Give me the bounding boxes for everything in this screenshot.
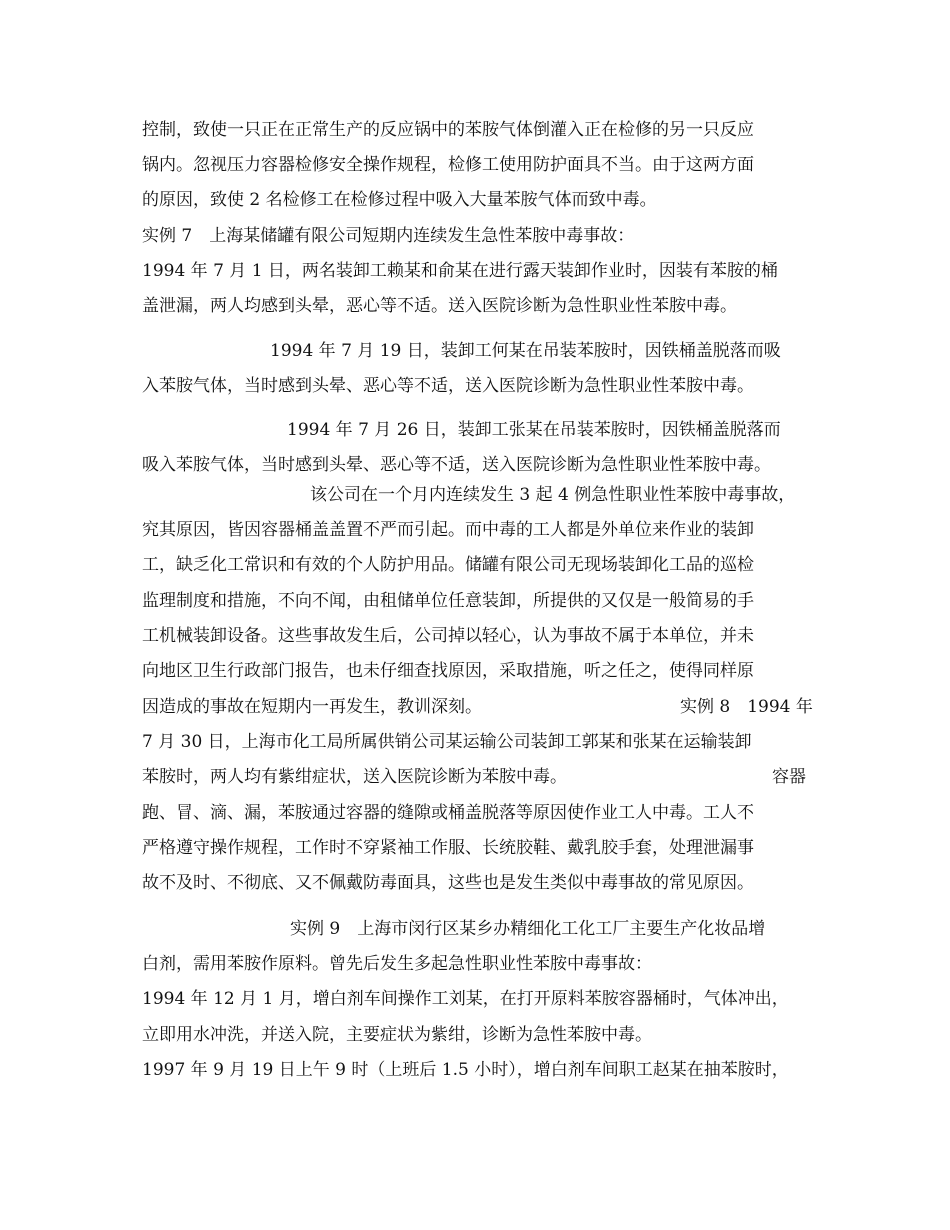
body-text-line: 严格遵守操作规程，工作时不穿紧袖工作服、长统胶鞋、戴乳胶手套，处理泄漏事 <box>142 838 754 858</box>
body-text-line: 向地区卫生行政部门报告，也未仔细查找原因，采取措施，听之任之，使得同样原 <box>142 661 754 681</box>
section-heading-example-7: 实例 7 上海某储罐有限公司短期内连续发生急性苯胺中毒事故： <box>142 226 635 246</box>
body-text-line: 究其原因，皆因容器桶盖盖置不严而引起。而中毒的工人都是外单位来作业的装卸 <box>142 520 754 540</box>
body-text-line: 1994 年 7 月 19 日，装卸工何某在吊装苯胺时，因铁桶盖脱落而吸 <box>270 341 781 361</box>
body-text-line: 的原因，致使 2 名检修工在检修过程中吸入大量苯胺气体而致中毒。 <box>142 190 657 210</box>
body-text-line: 控制，致使一只正在正常生产的反应锅中的苯胺气体倒灌入正在检修的另一只反应 <box>142 120 754 140</box>
body-text-line: 故不及时、不彻底、又不佩戴防毒面具，这些也是发生类似中毒事故的常见原因。 <box>142 873 754 893</box>
body-text-line: 该公司在一个月内连续发生 3 起 4 例急性职业性苯胺中毒事故， <box>310 485 796 505</box>
body-text-line: 白剂，需用苯胺作原料。曾先后发生多起急性职业性苯胺中毒事故： <box>142 954 652 974</box>
body-text-line: 吸入苯胺气体，当时感到头晕、恶心等不适，送入医院诊断为急性职业性苯胺中毒。 <box>142 455 771 475</box>
section-heading-example-9: 实例 9 上海市闵行区某乡办精细化工化工厂主要生产化妆品增 <box>290 919 766 939</box>
body-text-line: 盖泄漏，两人均感到头晕，恶心等不适。送入医院诊断为急性职业性苯胺中毒。 <box>142 296 737 316</box>
body-text-line: 1994 年 7 月 26 日，装卸工张某在吊装苯胺时，因铁桶盖脱落而 <box>287 420 781 440</box>
body-text-line: 因造成的事故在短期内一再发生，教训深刻。 <box>142 697 482 717</box>
body-text-line: 容器 <box>772 767 806 787</box>
body-text-line: 1994 年 7 月 1 日，两名装卸工赖某和俞某在进行露天装卸作业时，因装有苯胺的桶 <box>142 261 778 281</box>
section-heading-example-8: 实例 8 1994 年 <box>680 697 813 717</box>
body-text-line: 监理制度和措施，不向不闻，由租储单位任意装卸，所提供的又仅是一般简易的手 <box>142 591 754 611</box>
body-text-line: 工，缺乏化工常识和有效的个人防护用品。储罐有限公司无现场装卸化工品的巡检 <box>142 555 754 575</box>
body-text-line: 苯胺时，两人均有紫绀症状，送入医院诊断为苯胺中毒。 <box>142 767 567 787</box>
body-text-line: 1994 年 12 月 1 月，增白剂车间操作工刘某，在打开原料苯胺容器桶时，气体冲出， <box>142 989 789 1009</box>
body-text-line: 入苯胺气体，当时感到头晕、恶心等不适，送入医院诊断为急性职业性苯胺中毒。 <box>142 376 754 396</box>
body-text-line: 工机械装卸设备。这些事故发生后，公司掉以轻心，认为事故不属于本单位，并未 <box>142 626 754 646</box>
body-text-line: 跑、冒、滴、漏，苯胺通过容器的缝隙或桶盖脱落等原因使作业工人中毒。工人不 <box>142 803 754 823</box>
body-text-line: 1997 年 9 月 19 日上午 9 时（上班后 1.5 小时），增白剂车间职工赵某在抽苯胺时， <box>142 1060 789 1080</box>
body-text-line: 立即用水冲洗，并送入院，主要症状为紫绀，诊断为急性苯胺中毒。 <box>142 1025 652 1045</box>
body-text-line: 7 月 30 日，上海市化工局所属供销公司某运输公司装卸工郭某和张某在运输装卸 <box>142 732 752 752</box>
body-text-line: 锅内。忽视压力容器检修安全操作规程，检修工使用防护面具不当。由于这两方面 <box>142 155 754 175</box>
